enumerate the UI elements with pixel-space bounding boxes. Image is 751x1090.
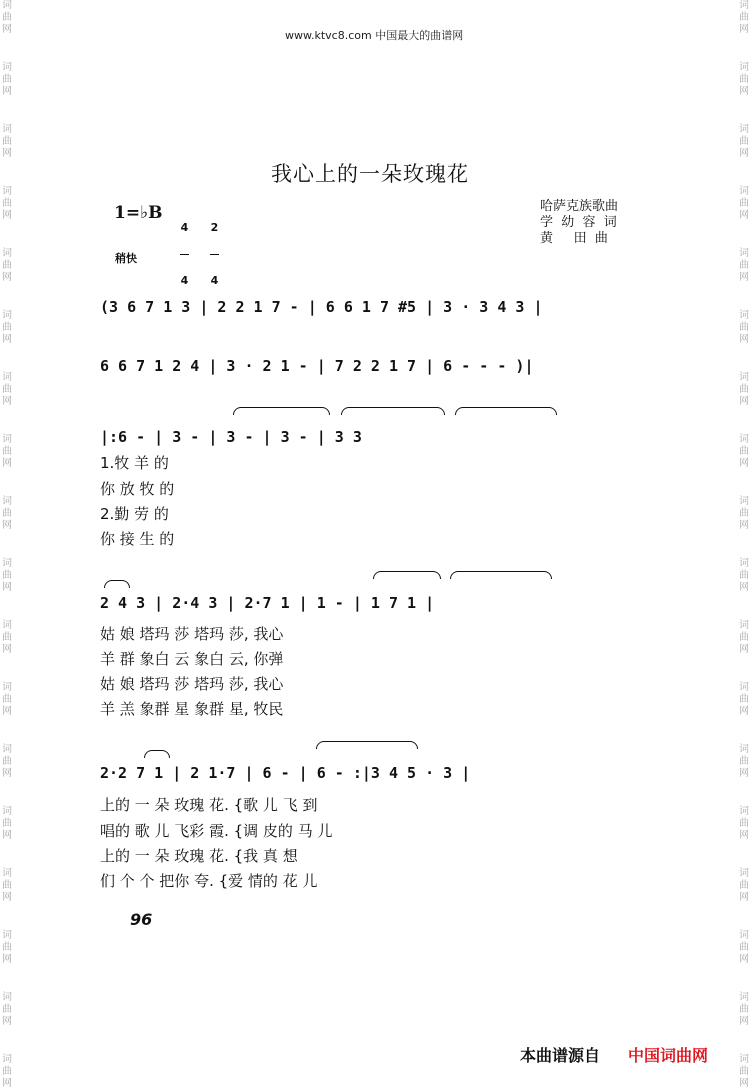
tie-arc <box>341 407 445 415</box>
watermark-text: 词 曲 网 <box>739 434 749 469</box>
key-signature: 1=♭B <box>114 203 163 223</box>
watermark-text: 词 曲 网 <box>739 992 749 1027</box>
verse-line-3-lyric-3: 上的 一 朵 玫瑰 花. {我 真 想 <box>100 847 298 865</box>
verse-line-1-lyric-2: 你 放 牧 的 <box>100 480 175 498</box>
footer-site-link[interactable]: 中国词曲网 <box>628 1046 709 1065</box>
intro-line-1: (3 6 7 1 3 | 2 2 1 7 - | 6 6 1 7 #5 | 3 · 3 4 3 | <box>100 298 543 316</box>
watermark-text: 词 曲 网 <box>2 1054 12 1089</box>
watermark-text: 词 曲 网 <box>2 124 12 159</box>
watermark-text: 词 曲 网 <box>2 806 12 841</box>
tie-arc <box>373 571 441 579</box>
page-number: 96 <box>130 910 153 929</box>
time-signature-2-4: 2 4 <box>210 221 219 287</box>
tie-arc <box>450 571 552 579</box>
watermark-text: 词 曲 网 <box>739 620 749 655</box>
watermark-text: 词 曲 网 <box>2 434 12 469</box>
watermark-text: 词 曲 网 <box>739 62 749 97</box>
watermark-text: 词 曲 网 <box>2 372 12 407</box>
watermark-text: 词 曲 网 <box>739 744 749 779</box>
slur-arc <box>144 750 170 758</box>
slur-arc <box>104 580 130 588</box>
verse-line-2-lyric-2: 羊 群 象白 云 象白 云, 你弹 <box>100 650 284 668</box>
watermark-text: 词 曲 网 <box>2 0 12 35</box>
song-title: 我心上的一朵玫瑰花 <box>271 162 469 186</box>
verse-line-3-lyric-4: 们 个 个 把你 夸. {爱 情的 花 儿 <box>100 872 318 890</box>
credit-composer: 黄 田 曲 <box>540 231 608 246</box>
verse-line-1-lyric-1: 1.牧 羊 的 <box>100 454 169 472</box>
watermark-text: 词 曲 网 <box>739 868 749 903</box>
watermark-text: 词 曲 网 <box>739 248 749 283</box>
right-watermark-strip <box>737 0 751 1089</box>
watermark-text: 词 曲 网 <box>739 310 749 345</box>
tie-arc <box>316 741 418 749</box>
watermark-text: 词 曲 网 <box>2 186 12 221</box>
watermark-text: 词 曲 网 <box>739 930 749 965</box>
verse-line-1-lyric-3: 2.勤 劳 的 <box>100 505 169 523</box>
watermark-text: 词 曲 网 <box>739 186 749 221</box>
watermark-text: 词 曲 网 <box>2 744 12 779</box>
watermark-text: 词 曲 网 <box>2 248 12 283</box>
tempo-marking: 稍快 <box>115 252 137 265</box>
watermark-text: 词 曲 网 <box>2 620 12 655</box>
watermark-text: 词 曲 网 <box>2 310 12 345</box>
footer-source-label: 本曲谱源自 <box>520 1046 601 1065</box>
intro-line-2: 6 6 7 1 2 4 | 3 · 2 1 - | 7 2 2 1 7 | 6 - - - )| <box>100 357 534 375</box>
watermark-text: 词 曲 网 <box>2 558 12 593</box>
watermark-text: 词 曲 网 <box>739 1054 749 1089</box>
watermark-text: 词 曲 网 <box>2 62 12 97</box>
watermark-text: 词 曲 网 <box>739 372 749 407</box>
site-url-header: www.ktvc8.com 中国最大的曲谱网 <box>285 29 464 42</box>
watermark-text: 词 曲 网 <box>739 496 749 531</box>
verse-line-2-lyric-4: 羊 羔 象群 星 象群 星, 牧民 <box>100 700 284 718</box>
tie-arc <box>233 407 330 415</box>
watermark-text: 词 曲 网 <box>739 558 749 593</box>
time-signature-4-4: 4 4 <box>180 221 189 287</box>
tie-arc <box>455 407 557 415</box>
credit-origin: 哈萨克族歌曲 <box>540 199 619 214</box>
verse-line-3-lyric-1: 上的 一 朵 玫瑰 花. {歌 儿 飞 到 <box>100 796 318 814</box>
watermark-text: 词 曲 网 <box>2 992 12 1027</box>
verse-line-3-lyric-2: 唱的 歌 儿 飞彩 霞. {调 皮的 马 儿 <box>100 822 333 840</box>
watermark-text: 词 曲 网 <box>739 806 749 841</box>
verse-line-1-lyric-4: 你 接 生 的 <box>100 530 175 548</box>
verse-line-2-lyric-1: 姑 娘 塔玛 莎 塔玛 莎, 我心 <box>100 625 284 643</box>
watermark-text: 词 曲 网 <box>2 868 12 903</box>
watermark-text: 词 曲 网 <box>2 682 12 717</box>
watermark-text: 词 曲 网 <box>739 0 749 35</box>
watermark-text: 词 曲 网 <box>739 124 749 159</box>
verse-line-3-notes: 2·2 7 1 | 2 1·7 | 6 - | 6 - :|3 4 5 · 3 | <box>100 764 471 782</box>
credit-lyricist: 学 幼 容 词 <box>540 215 617 230</box>
verse-line-2-lyric-3: 姑 娘 塔玛 莎 塔玛 莎, 我心 <box>100 675 284 693</box>
verse-line-2-notes: 2 4 3 | 2·4 3 | 2·7 1 | 1 - | 1 7 1 | <box>100 594 435 612</box>
verse-line-1-notes: |:6 - | 3 - | 3 - | 3 - | 3 3 <box>100 428 362 446</box>
left-watermark-strip <box>0 0 14 1089</box>
watermark-text: 词 曲 网 <box>2 930 12 965</box>
watermark-text: 词 曲 网 <box>739 682 749 717</box>
watermark-text: 词 曲 网 <box>2 496 12 531</box>
